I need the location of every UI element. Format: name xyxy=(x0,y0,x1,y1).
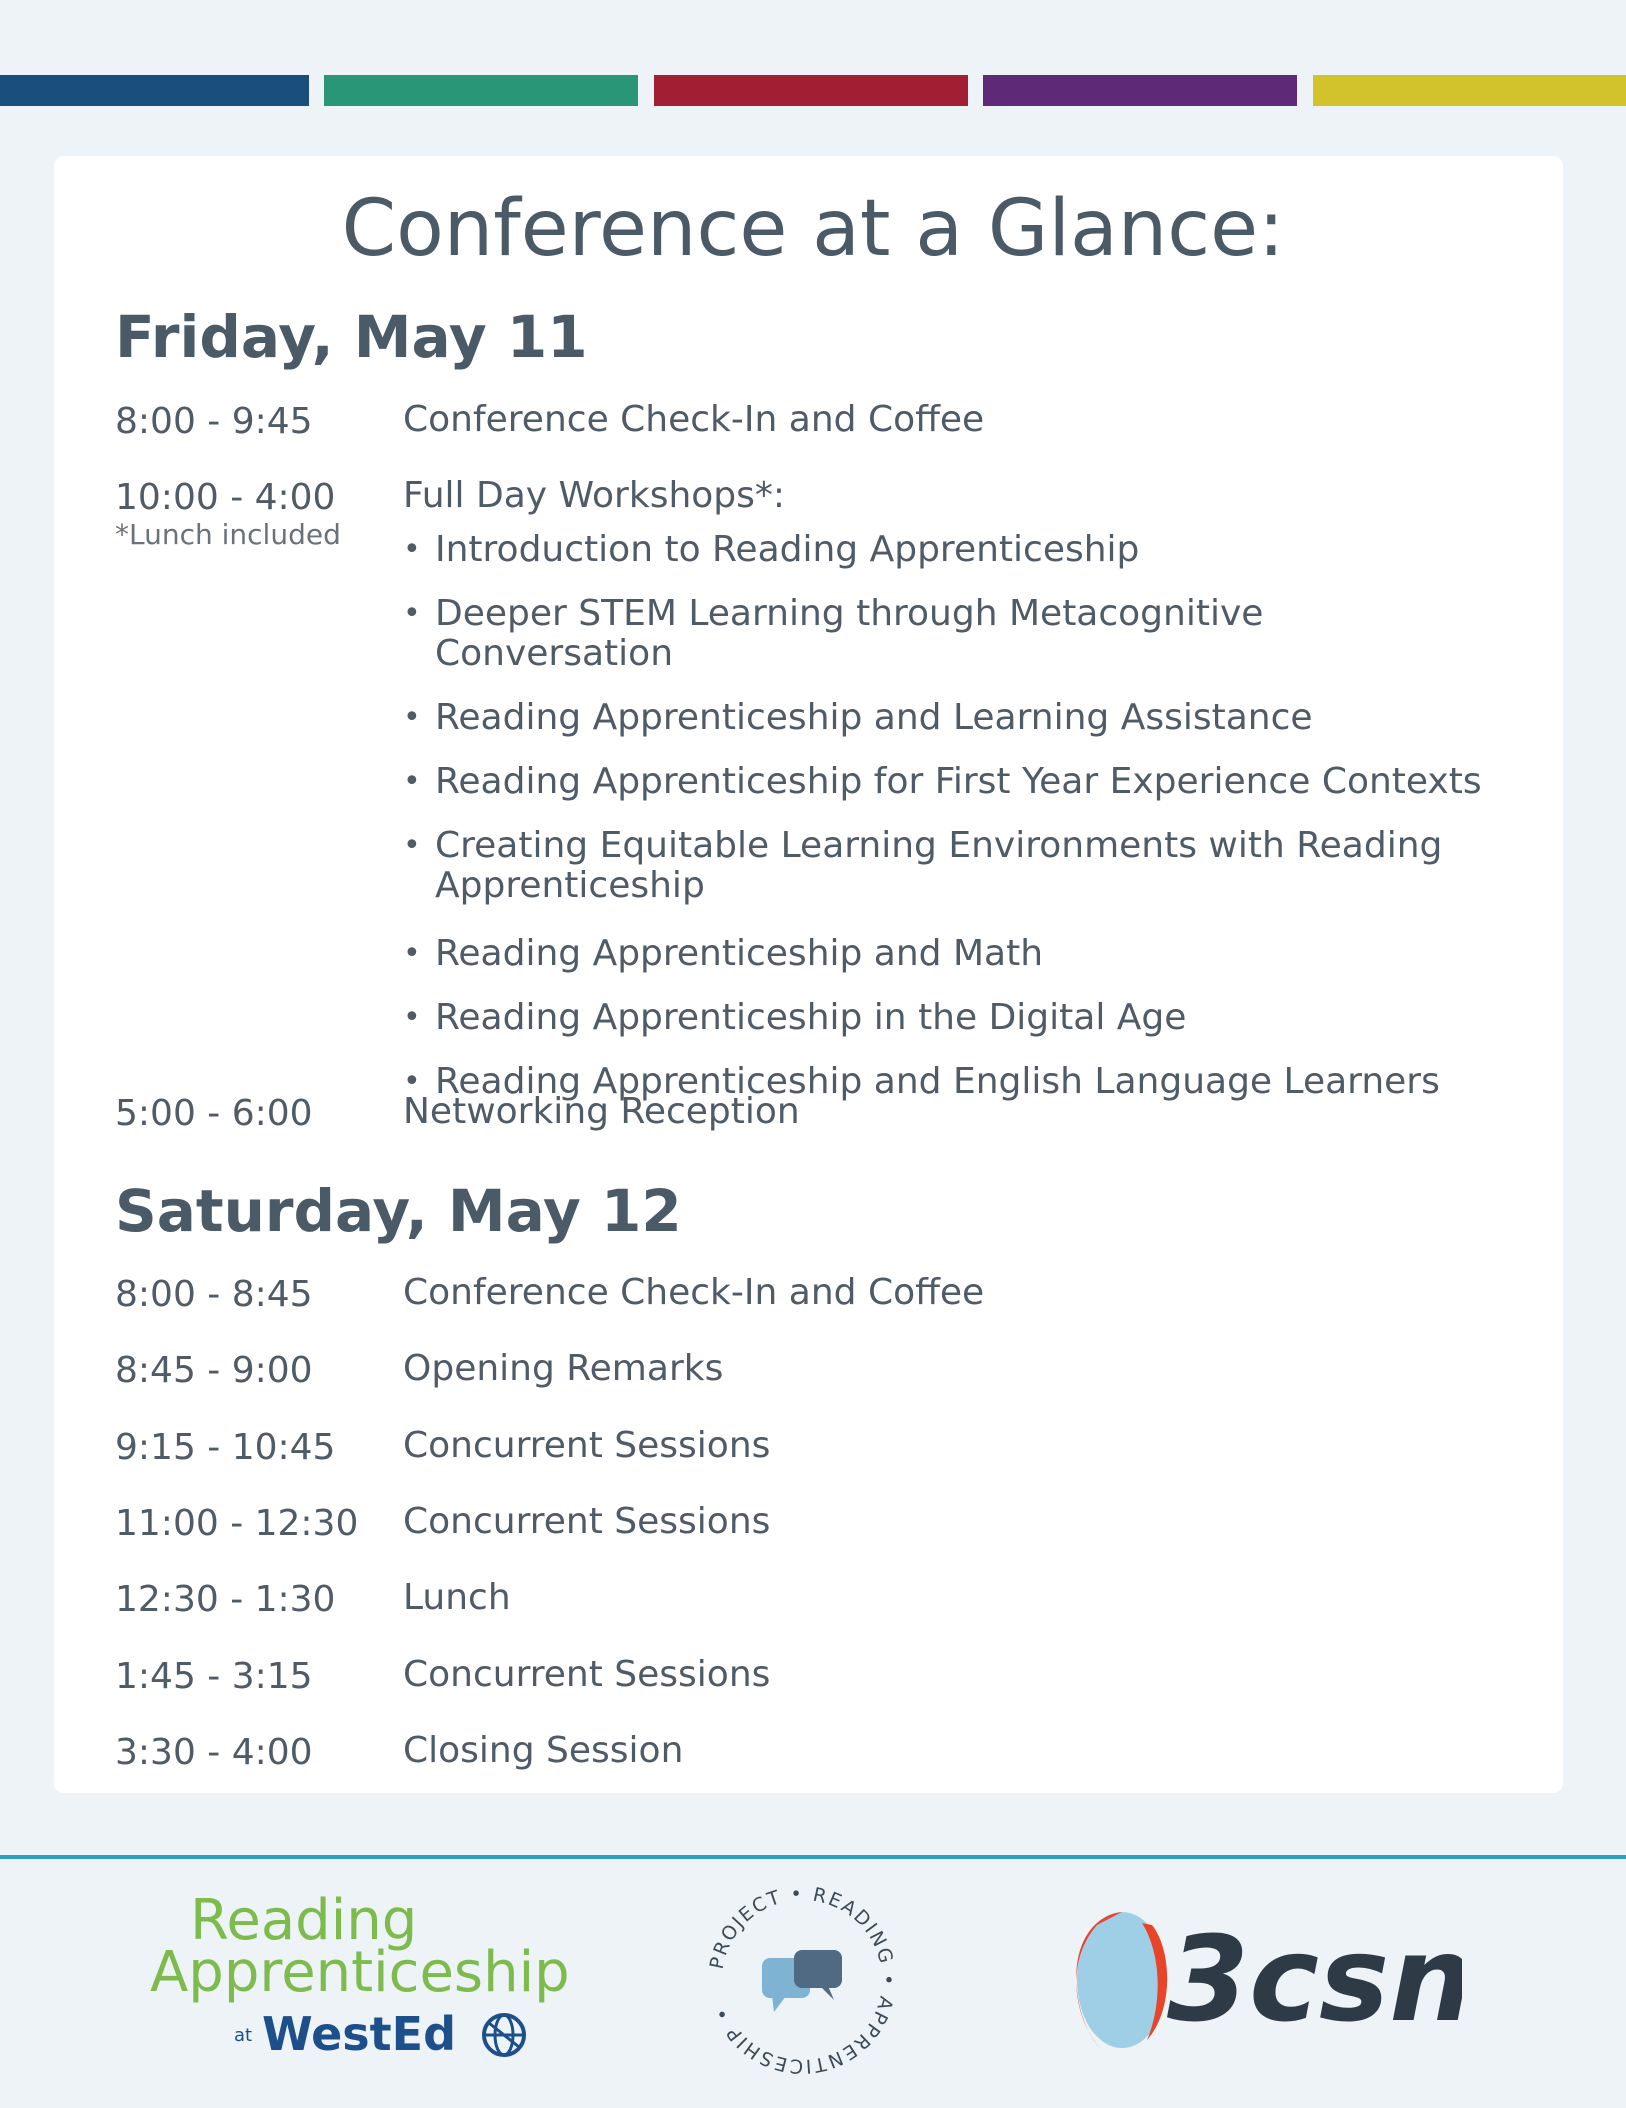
bullet-icon: • xyxy=(403,596,421,631)
schedule-event: Lunch xyxy=(403,1577,511,1618)
list-item xyxy=(403,530,1503,570)
workshop-title: Deeper STEM Learning through Metacognitive Conversation xyxy=(435,593,1264,674)
schedule-event: Conference Check-In and Coffee xyxy=(403,399,985,440)
logo-text: 3csn xyxy=(1167,1910,1462,2048)
workshop-title: Reading Apprenticeship in the Digital Age xyxy=(435,997,1187,1038)
schedule-time: 10:00 - 4:00 xyxy=(115,477,336,518)
workshop-title: Reading Apprenticeship for First Year Experience Contexts xyxy=(435,761,1482,802)
bullet-icon: • xyxy=(403,532,421,567)
bullet-icon: • xyxy=(403,764,421,799)
logo-text: Apprenticeship xyxy=(150,1940,570,2005)
bullet-icon: • xyxy=(403,700,421,735)
schedule-event: Opening Remarks xyxy=(403,1348,724,1389)
project-reading-apprenticeship-logo xyxy=(702,1880,902,2080)
schedule-time: 3:30 - 4:00 xyxy=(115,1732,313,1773)
globe-icon xyxy=(480,2011,528,2059)
schedule-event: Concurrent Sessions xyxy=(403,1654,771,1695)
schedule-time: 12:30 - 1:30 xyxy=(115,1579,336,1620)
workshop-list xyxy=(403,530,1503,1126)
schedule-time: 8:00 - 9:45 xyxy=(115,401,313,442)
schedule-time: 8:45 - 9:00 xyxy=(115,1350,313,1391)
color-bar xyxy=(654,75,968,106)
schedule-event: Concurrent Sessions xyxy=(403,1501,771,1542)
bullet-icon: • xyxy=(403,936,421,971)
workshop-title: Reading Apprenticeship and Learning Assistance xyxy=(435,697,1313,738)
workshop-title: Reading Apprenticeship and Math xyxy=(435,933,1044,974)
schedule-time: 1:45 - 3:15 xyxy=(115,1656,313,1697)
lunch-note: *Lunch included xyxy=(115,518,341,551)
color-bar xyxy=(1313,75,1626,106)
logo-text: WestEd xyxy=(262,2007,457,2061)
list-item xyxy=(403,998,1503,1038)
bullet-icon: • xyxy=(403,1000,421,1035)
workshop-title: Reading Apprenticeship and English Language Learners xyxy=(435,1061,1440,1102)
saturday-heading: Saturday, May 12 xyxy=(115,1177,682,1245)
friday-heading: Friday, May 11 xyxy=(115,303,588,371)
footer-divider xyxy=(0,1855,1626,1859)
svg-text:PROJECT • READING • APPRENTICE: PROJECT • READING • APPRENTICESHIP • xyxy=(705,1882,900,2078)
bullet-icon: • xyxy=(403,1064,421,1099)
list-item xyxy=(403,698,1503,738)
list-item xyxy=(403,762,1503,802)
workshops-label: Full Day Workshops*: xyxy=(403,475,786,516)
bullet-icon: • xyxy=(403,828,421,863)
3csn-mark xyxy=(1062,1905,1462,2055)
page-title: Conference at a Glance: xyxy=(341,184,1285,274)
workshop-title: Creating Equitable Learning Environments with Reading Apprenticeship xyxy=(435,825,1443,906)
schedule-time: 5:00 - 6:00 xyxy=(115,1093,313,1134)
list-item xyxy=(403,826,1445,906)
schedule-event: Networking Reception xyxy=(403,1091,800,1132)
schedule-event: Concurrent Sessions xyxy=(403,1425,771,1466)
reading-apprenticeship-logo xyxy=(150,1888,570,2063)
color-bar-strip xyxy=(0,75,1626,106)
schedule-event: Closing Session xyxy=(403,1730,684,1771)
color-bar xyxy=(983,75,1297,106)
color-bar xyxy=(0,75,309,106)
color-bar xyxy=(324,75,638,106)
schedule-time: 11:00 - 12:30 xyxy=(115,1503,359,1544)
logo-text: Reading xyxy=(190,1888,418,1953)
schedule-time: 9:15 - 10:45 xyxy=(115,1427,336,1468)
list-item xyxy=(403,934,1503,974)
workshop-title: Introduction to Reading Apprenticeship xyxy=(435,529,1140,570)
schedule-event: Conference Check-In and Coffee xyxy=(403,1272,985,1313)
project-reading-apprenticeship-seal xyxy=(702,1880,902,2080)
3csn-logo xyxy=(1062,1905,1462,2055)
logo-text: at xyxy=(234,2025,253,2046)
list-item xyxy=(403,594,1503,674)
schedule-time: 8:00 - 8:45 xyxy=(115,1274,313,1315)
